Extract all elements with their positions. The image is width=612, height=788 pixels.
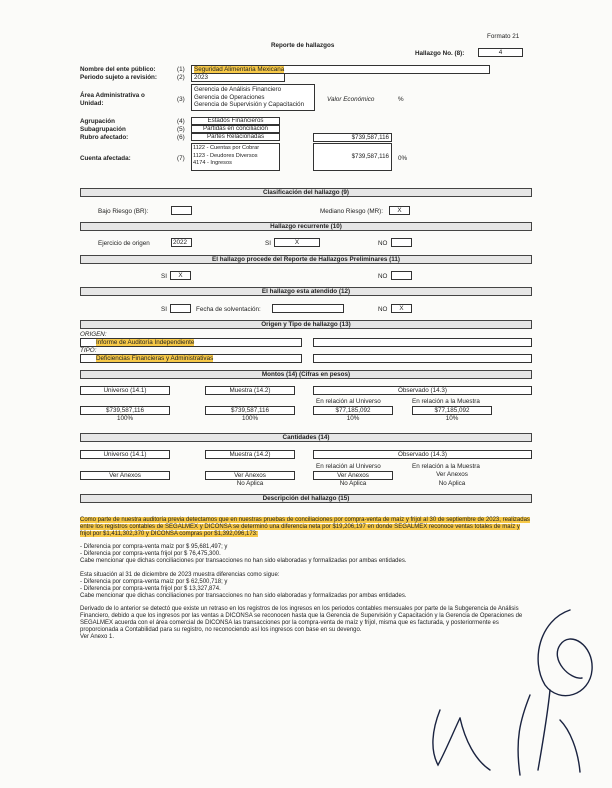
montos-observado-label: Observado (14.3) — [313, 386, 532, 395]
procede-no-field[interactable] — [391, 271, 412, 280]
signature-stroke-2 — [538, 690, 550, 770]
valor-label: Valor Económico — [327, 96, 375, 103]
montos-obs-universo-pct: 10% — [346, 415, 360, 422]
cantidades-rel-universo-label: En relación al Universo — [316, 463, 381, 470]
bajo-riesgo-field[interactable] — [171, 206, 192, 215]
cantidades-observado-label: Observado (14.3) — [313, 450, 532, 459]
origen-value: Informe de Auditoría Independiente — [96, 339, 195, 346]
signature-stroke-4 — [433, 710, 460, 765]
cantidades-obs-muestra-value[interactable]: Ver Anexos — [436, 471, 468, 478]
agrupacion-num: (4) — [177, 118, 185, 125]
origen-label: ORIGEN: — [80, 331, 107, 338]
cuenta-pct: 0% — [398, 155, 408, 162]
descripcion-p2-line-2: - Diferencia por compra-venta frijol por $ 76,475,300. — [80, 551, 221, 558]
agrupacion-label: Agrupación — [80, 118, 115, 125]
fecha-field[interactable] — [272, 304, 344, 313]
descripcion-p5: Ver Anexo 1. — [80, 634, 115, 641]
descripcion-p3-line-4: Cabe mencionar que dichas conciliaciones por transacciones no han sido elaboradas y formalizadas por ambas entidades. — [80, 592, 407, 599]
tipo-field-2[interactable] — [313, 354, 532, 363]
recurrente-no-label: NO — [378, 240, 388, 247]
montos-muestra-label: Muestra (14.2) — [205, 386, 295, 395]
page-title: Reporte de hallazgos — [271, 42, 335, 49]
atendido-si-label: SI — [161, 306, 167, 313]
montos-universo-label: Universo (14.1) — [80, 386, 170, 395]
subagrupacion-label: Subagrupación — [80, 126, 126, 133]
montos-obs-muestra-value[interactable]: $77,185,092 — [412, 406, 492, 415]
valor-pct: % — [398, 96, 404, 103]
bajo-riesgo-label: Bajo Riesgo (BR): — [98, 208, 149, 215]
cantidades-rel-muestra-label: En relación a la Muestra — [412, 463, 480, 470]
ejercicio-field[interactable]: 2022 — [171, 238, 192, 247]
descripcion-header: Descripción del hallazgo (15) — [80, 494, 532, 503]
signature-stroke-6 — [560, 720, 580, 772]
subagrupacion-num: (5) — [177, 126, 185, 133]
montos-muestra-value[interactable]: $739,587,116 — [205, 406, 295, 415]
periodo-label: Periodo sujeto a revisión: — [80, 74, 157, 81]
cantidades-universo-label: Universo (14.1) — [80, 450, 170, 459]
area-num: (3) — [177, 96, 185, 103]
cantidades-universo-value[interactable]: Ver Anexos — [80, 471, 170, 480]
cantidades-muestra-sub: No Aplica — [236, 480, 264, 487]
montos-muestra-pct: 100% — [241, 415, 259, 422]
mediano-riesgo-field[interactable]: X — [389, 206, 410, 215]
rubro-amount[interactable]: $739,587,116 — [313, 133, 392, 142]
tipo-field[interactable] — [80, 354, 302, 363]
descripcion-p3-line-3: - Diferencia por compra-venta frijol por $ 13,327,874. — [80, 585, 221, 592]
montos-obs-universo-value[interactable]: $77,185,092 — [313, 406, 393, 415]
tipo-label: TIPO: — [80, 347, 97, 354]
recurrente-no-field[interactable] — [391, 238, 412, 247]
procede-si-field[interactable]: X — [170, 271, 191, 280]
signature-stroke-3 — [518, 695, 530, 775]
origen-field[interactable] — [80, 338, 302, 347]
fecha-label: Fecha de solventación: — [196, 306, 261, 313]
cuenta-value-1: 1122 - Cuentas por Cobrar — [193, 145, 260, 151]
rubro-field[interactable]: Partes Relacionadas — [191, 133, 280, 141]
area-value-1: Gerencia de Análisis Financiero — [194, 86, 282, 93]
atendido-no-field[interactable]: X — [391, 304, 412, 313]
tipo-value: Deficiencias Financieras y Administrativas — [96, 355, 214, 362]
cantidades-obs-universo-sub: No Aplica — [339, 480, 367, 487]
area-value-3: Gerencia de Supervisión y Capacitación — [194, 101, 305, 109]
origen-header: Origen y Tipo de hallazgo (13) — [80, 320, 532, 329]
periodo-num: (2) — [177, 74, 185, 81]
montos-rel-muestra-label: En relación a la Muestra — [412, 398, 480, 405]
descripcion-p3-line-1: Esta situación al 31 de diciembre de 2023 muestra diferencias como sigue: — [80, 571, 280, 578]
procede-si-label: SI — [161, 273, 167, 280]
nombre-num: (1) — [177, 66, 185, 73]
rubro-label: Rubro afectado: — [80, 134, 129, 141]
montos-universo-pct: 100% — [116, 415, 134, 422]
cantidades-muestra-value[interactable]: Ver Anexos — [205, 471, 295, 480]
descripcion-p3-line-2: - Diferencia por compra-venta maíz por $ 62,500,718; y — [80, 578, 228, 585]
area-field[interactable] — [191, 84, 315, 111]
subagrupacion-field[interactable]: Partidas en conciliación — [191, 125, 280, 133]
atendido-header: El hallazgo esta atendido (12) — [80, 287, 532, 296]
descripcion-p2-line-1: - Diferencia por compra-venta maíz por $ 95,681,497; y — [80, 544, 228, 551]
clasificacion-header: Clasificación del hallazgo (9) — [80, 188, 532, 197]
recurrente-header: Hallazgo recurrente (10) — [80, 222, 532, 231]
descripcion-highlight: Como parte de nuestra auditoría previa detectamos que en nuestras pruebas de conciliaciones por compra-venta de maíz y frijol al 30 de septiembre de 2023, realizadas entre los registros contables de SEGALMEX y DICONSA se determinó una diferencia neta por $19,206,197 en donde SEGALMEX reconoce ventas totales de maíz y frijol por $1,411,302,370 y DICONSA compras por $1,392,096,173: — [80, 517, 530, 538]
periodo-field[interactable]: 2023 — [191, 73, 285, 82]
signature-stroke-5 — [460, 718, 490, 770]
signature-marks — [420, 600, 605, 780]
recurrente-si-label: SI — [265, 240, 271, 247]
cuenta-value-2: 1123 - Deudores Diversos — [193, 152, 258, 159]
montos-obs-muestra-pct: 10% — [445, 415, 459, 422]
cuenta-num: (7) — [177, 155, 185, 162]
descripcion-p4: Derivado de lo anterior se detectó que existe un retraso en los registros de los ingresos en los periodos contables mensuales por parte de la Subgerencia de Análisis Financiero, debido a que los ingresos por las ventas a DICONSA se reconocen hasta que la Gerencia de Supervisión y Capacitación y la Gerencia de Operaciones de SEGALMEX acuerda con el área comercial de DICONSA las transacciones por la compra-venta de maíz y frijol, misma que es facturada, y posteriormente es proporcionada a Contabilidad para su registro, no reconociendo así los ingresos con base en su devengo. — [80, 605, 523, 634]
ejercicio-label: Ejercicio de origen — [98, 240, 150, 247]
area-label-1: Área Administrativa o — [80, 92, 145, 99]
recurrente-si-field[interactable]: X — [274, 238, 320, 247]
atendido-si-field[interactable] — [170, 304, 191, 313]
hallazgo-no-label: Hallazgo No. (8): — [415, 50, 465, 57]
area-value-2: Gerencia de Operaciones — [194, 93, 265, 101]
descripcion-p2-line-3: Cabe mencionar que dichas conciliaciones por transacciones no han sido elaboradas y formalizadas por ambas entidades. — [80, 558, 407, 565]
signature-stroke-1 — [538, 610, 592, 696]
cantidades-obs-muestra-sub: No Aplica — [438, 480, 466, 487]
origen-field-2[interactable] — [313, 338, 532, 347]
cuenta-value-3: 4174 - Ingresos — [193, 160, 232, 167]
cantidades-muestra-label: Muestra (14.2) — [205, 450, 295, 459]
cuenta-amount[interactable]: $739,587,116 — [313, 143, 392, 171]
montos-header: Montos (14) (Cifras en pesos) — [80, 370, 532, 379]
montos-universo-value[interactable]: $739,587,116 — [80, 406, 170, 415]
montos-rel-universo-label: En relación al Universo — [316, 398, 381, 405]
cantidades-obs-universo-value[interactable]: Ver Anexos — [313, 471, 393, 480]
atendido-no-label: NO — [378, 306, 388, 313]
form-label: Formato 21 — [487, 33, 520, 40]
hallazgo-no-field[interactable]: 4 — [478, 48, 523, 57]
cuenta-field[interactable] — [191, 143, 280, 171]
nombre-label: Nombre del ente público: — [80, 66, 156, 73]
cuenta-label: Cuenta afectada: — [80, 155, 131, 162]
procede-header: El hallazgo procede del Reporte de Hallazgos Preliminares (11) — [80, 255, 532, 264]
mediano-riesgo-label: Mediano Riesgo (MR): — [320, 208, 383, 215]
nombre-value: Seguridad Alimentaria Mexicana — [194, 66, 285, 73]
procede-no-label: NO — [378, 273, 388, 280]
cantidades-header: Cantidades (14) — [80, 433, 532, 442]
area-label-2: Unidad: — [80, 100, 104, 107]
agrupacion-field[interactable]: Estados Financieros — [191, 117, 280, 125]
rubro-num: (6) — [177, 134, 185, 141]
